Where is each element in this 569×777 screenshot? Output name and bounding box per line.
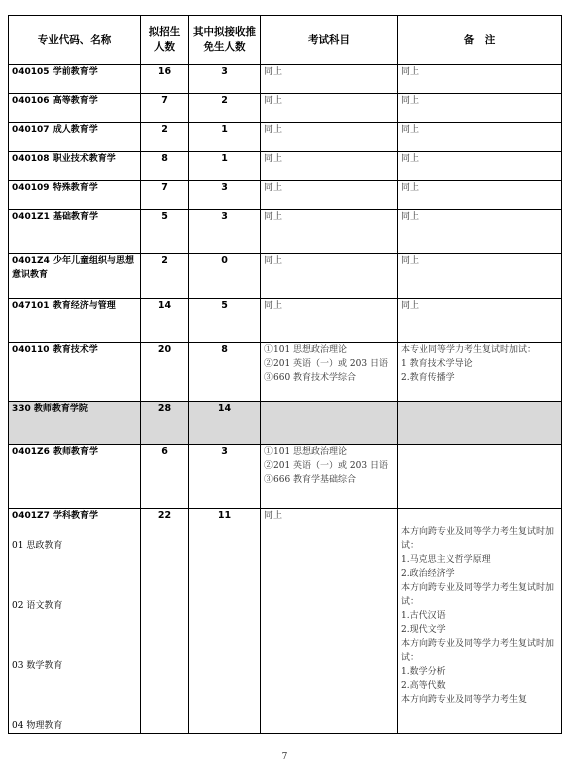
planned-count: 22 bbox=[141, 509, 189, 734]
college-name: 330 教师教育学院 bbox=[9, 402, 141, 445]
table-row bbox=[9, 94, 562, 123]
exam-subject-item: ②201 英语（一）或 203 日语 bbox=[264, 359, 388, 369]
remark-item: 1 教育技术学导论 bbox=[401, 359, 473, 369]
exam-subject: 同上 bbox=[261, 509, 398, 734]
exam-subject: 同上 bbox=[261, 152, 398, 181]
header-major-code-name: 专业代码、名称 bbox=[9, 16, 141, 65]
remark: 同上 bbox=[398, 65, 562, 94]
planned-count: 14 bbox=[141, 299, 189, 343]
exempt-count: 3 bbox=[189, 65, 261, 94]
remark-list bbox=[398, 343, 562, 402]
direction-remark-block bbox=[401, 581, 558, 637]
major-name: 040106 高等教育学 bbox=[9, 94, 141, 123]
direction-remarks bbox=[398, 509, 562, 734]
exempt-count: 2 bbox=[189, 94, 261, 123]
college-empty-subject bbox=[261, 402, 398, 445]
table-header-row bbox=[9, 16, 562, 65]
planned-count: 16 bbox=[141, 65, 189, 94]
header-remarks: 备 注 bbox=[398, 16, 562, 65]
table-row-subject-ed bbox=[9, 509, 562, 734]
direction-remark-block bbox=[401, 525, 558, 581]
major-name: 040110 教育技术学 bbox=[9, 343, 141, 402]
planned-count: 7 bbox=[141, 181, 189, 210]
remark-item: 1.马克思主义哲学原理 bbox=[401, 555, 491, 565]
exempt-count: 8 bbox=[189, 343, 261, 402]
header-exempt-enrollment: 其中拟接收推免生人数 bbox=[189, 16, 261, 65]
table-row bbox=[9, 254, 562, 299]
exam-subject-item: ③666 教育学基础综合 bbox=[264, 475, 357, 485]
direction-label: 01 思政教育 bbox=[12, 541, 63, 551]
planned-count: 2 bbox=[141, 254, 189, 299]
remark-item: 2.政治经济学 bbox=[401, 569, 455, 579]
planned-count: 7 bbox=[141, 94, 189, 123]
remark: 同上 bbox=[398, 94, 562, 123]
major-name: 040105 学前教育学 bbox=[9, 65, 141, 94]
remark-item: 本专业同等学力考生复试时加试： bbox=[401, 345, 537, 355]
exempt-count: 1 bbox=[189, 123, 261, 152]
college-row bbox=[9, 402, 562, 445]
exam-subject-item: ①101 思想政治理论 bbox=[264, 345, 348, 355]
remark: 同上 bbox=[398, 152, 562, 181]
exam-subject: 同上 bbox=[261, 181, 398, 210]
direction-remark-block bbox=[401, 693, 558, 707]
header-exam-subjects: 考试科目 bbox=[261, 16, 398, 65]
planned-count: 2 bbox=[141, 123, 189, 152]
major-name: 0401Z6 教师教育学 bbox=[9, 445, 141, 509]
table-row-edtech bbox=[9, 343, 562, 402]
exam-subject: 同上 bbox=[261, 210, 398, 254]
table-row bbox=[9, 181, 562, 210]
exempt-count: 3 bbox=[189, 181, 261, 210]
exam-subject: 同上 bbox=[261, 254, 398, 299]
exam-subject: 同上 bbox=[261, 299, 398, 343]
major-with-directions bbox=[9, 509, 141, 734]
planned-count: 8 bbox=[141, 152, 189, 181]
remark-item: 1.古代汉语 bbox=[401, 611, 446, 621]
planned-count: 5 bbox=[141, 210, 189, 254]
direction-label: 02 语文教育 bbox=[12, 601, 63, 611]
college-planned-count: 28 bbox=[141, 402, 189, 445]
exam-subject: 同上 bbox=[261, 123, 398, 152]
remark: 同上 bbox=[398, 181, 562, 210]
college-empty-remark bbox=[398, 402, 562, 445]
remark-item: 本方向跨专业及同等学力考生复 bbox=[401, 695, 528, 705]
exam-subject-item: ②201 英语（一）或 203 日语 bbox=[264, 461, 388, 471]
page-number: 7 bbox=[281, 752, 288, 762]
remark-item: 2.教育传播学 bbox=[401, 373, 455, 383]
table-row bbox=[9, 123, 562, 152]
exempt-count: 3 bbox=[189, 210, 261, 254]
exam-subject-item: ①101 思想政治理论 bbox=[264, 447, 348, 457]
exempt-count: 1 bbox=[189, 152, 261, 181]
major-name: 040108 职业技术教育学 bbox=[9, 152, 141, 181]
remark-item: 本方向跨专业及同等学力考生复试时加试： bbox=[401, 583, 555, 607]
major-name: 040107 成人教育学 bbox=[9, 123, 141, 152]
major-name: 0401Z7 学科教育学 bbox=[12, 511, 98, 521]
exempt-count: 5 bbox=[189, 299, 261, 343]
major-name: 0401Z4 少年儿童组织与思想意识教育 bbox=[9, 254, 141, 299]
remark-empty bbox=[398, 445, 562, 509]
exempt-count: 3 bbox=[189, 445, 261, 509]
remark-item: 1.数学分析 bbox=[401, 667, 446, 677]
exam-subjects-list bbox=[261, 343, 398, 402]
major-name: 0401Z1 基础教育学 bbox=[9, 210, 141, 254]
major-name: 040109 特殊教育学 bbox=[9, 181, 141, 210]
college-exempt-count: 14 bbox=[189, 402, 261, 445]
admissions-table bbox=[8, 15, 562, 734]
exempt-count: 11 bbox=[189, 509, 261, 734]
exam-subject: 同上 bbox=[261, 65, 398, 94]
table-row bbox=[9, 152, 562, 181]
exam-subjects-list bbox=[261, 445, 398, 509]
planned-count: 20 bbox=[141, 343, 189, 402]
direction-remark-block bbox=[401, 637, 558, 693]
table-row bbox=[9, 299, 562, 343]
major-name: 047101 教育经济与管理 bbox=[9, 299, 141, 343]
direction-label: 04 物理教育 bbox=[12, 721, 63, 731]
direction-label: 03 数学教育 bbox=[12, 661, 63, 671]
exam-subject-item: ③660 教育技术学综合 bbox=[264, 373, 357, 383]
exam-subject: 同上 bbox=[261, 94, 398, 123]
remark: 同上 bbox=[398, 299, 562, 343]
planned-count: 6 bbox=[141, 445, 189, 509]
remark-item: 本方向跨专业及同等学力考生复试时加试： bbox=[401, 639, 555, 663]
remark: 同上 bbox=[398, 123, 562, 152]
table-row bbox=[9, 65, 562, 94]
exempt-count: 0 bbox=[189, 254, 261, 299]
remark-item: 2.高等代数 bbox=[401, 681, 446, 691]
remark-item: 2.现代文学 bbox=[401, 625, 446, 635]
remark-item: 本方向跨专业及同等学力考生复试时加试： bbox=[401, 527, 555, 551]
header-planned-enrollment: 拟招生人数 bbox=[141, 16, 189, 65]
remark: 同上 bbox=[398, 210, 562, 254]
table-row-teacher-ed bbox=[9, 445, 562, 509]
remark: 同上 bbox=[398, 254, 562, 299]
table-row bbox=[9, 210, 562, 254]
